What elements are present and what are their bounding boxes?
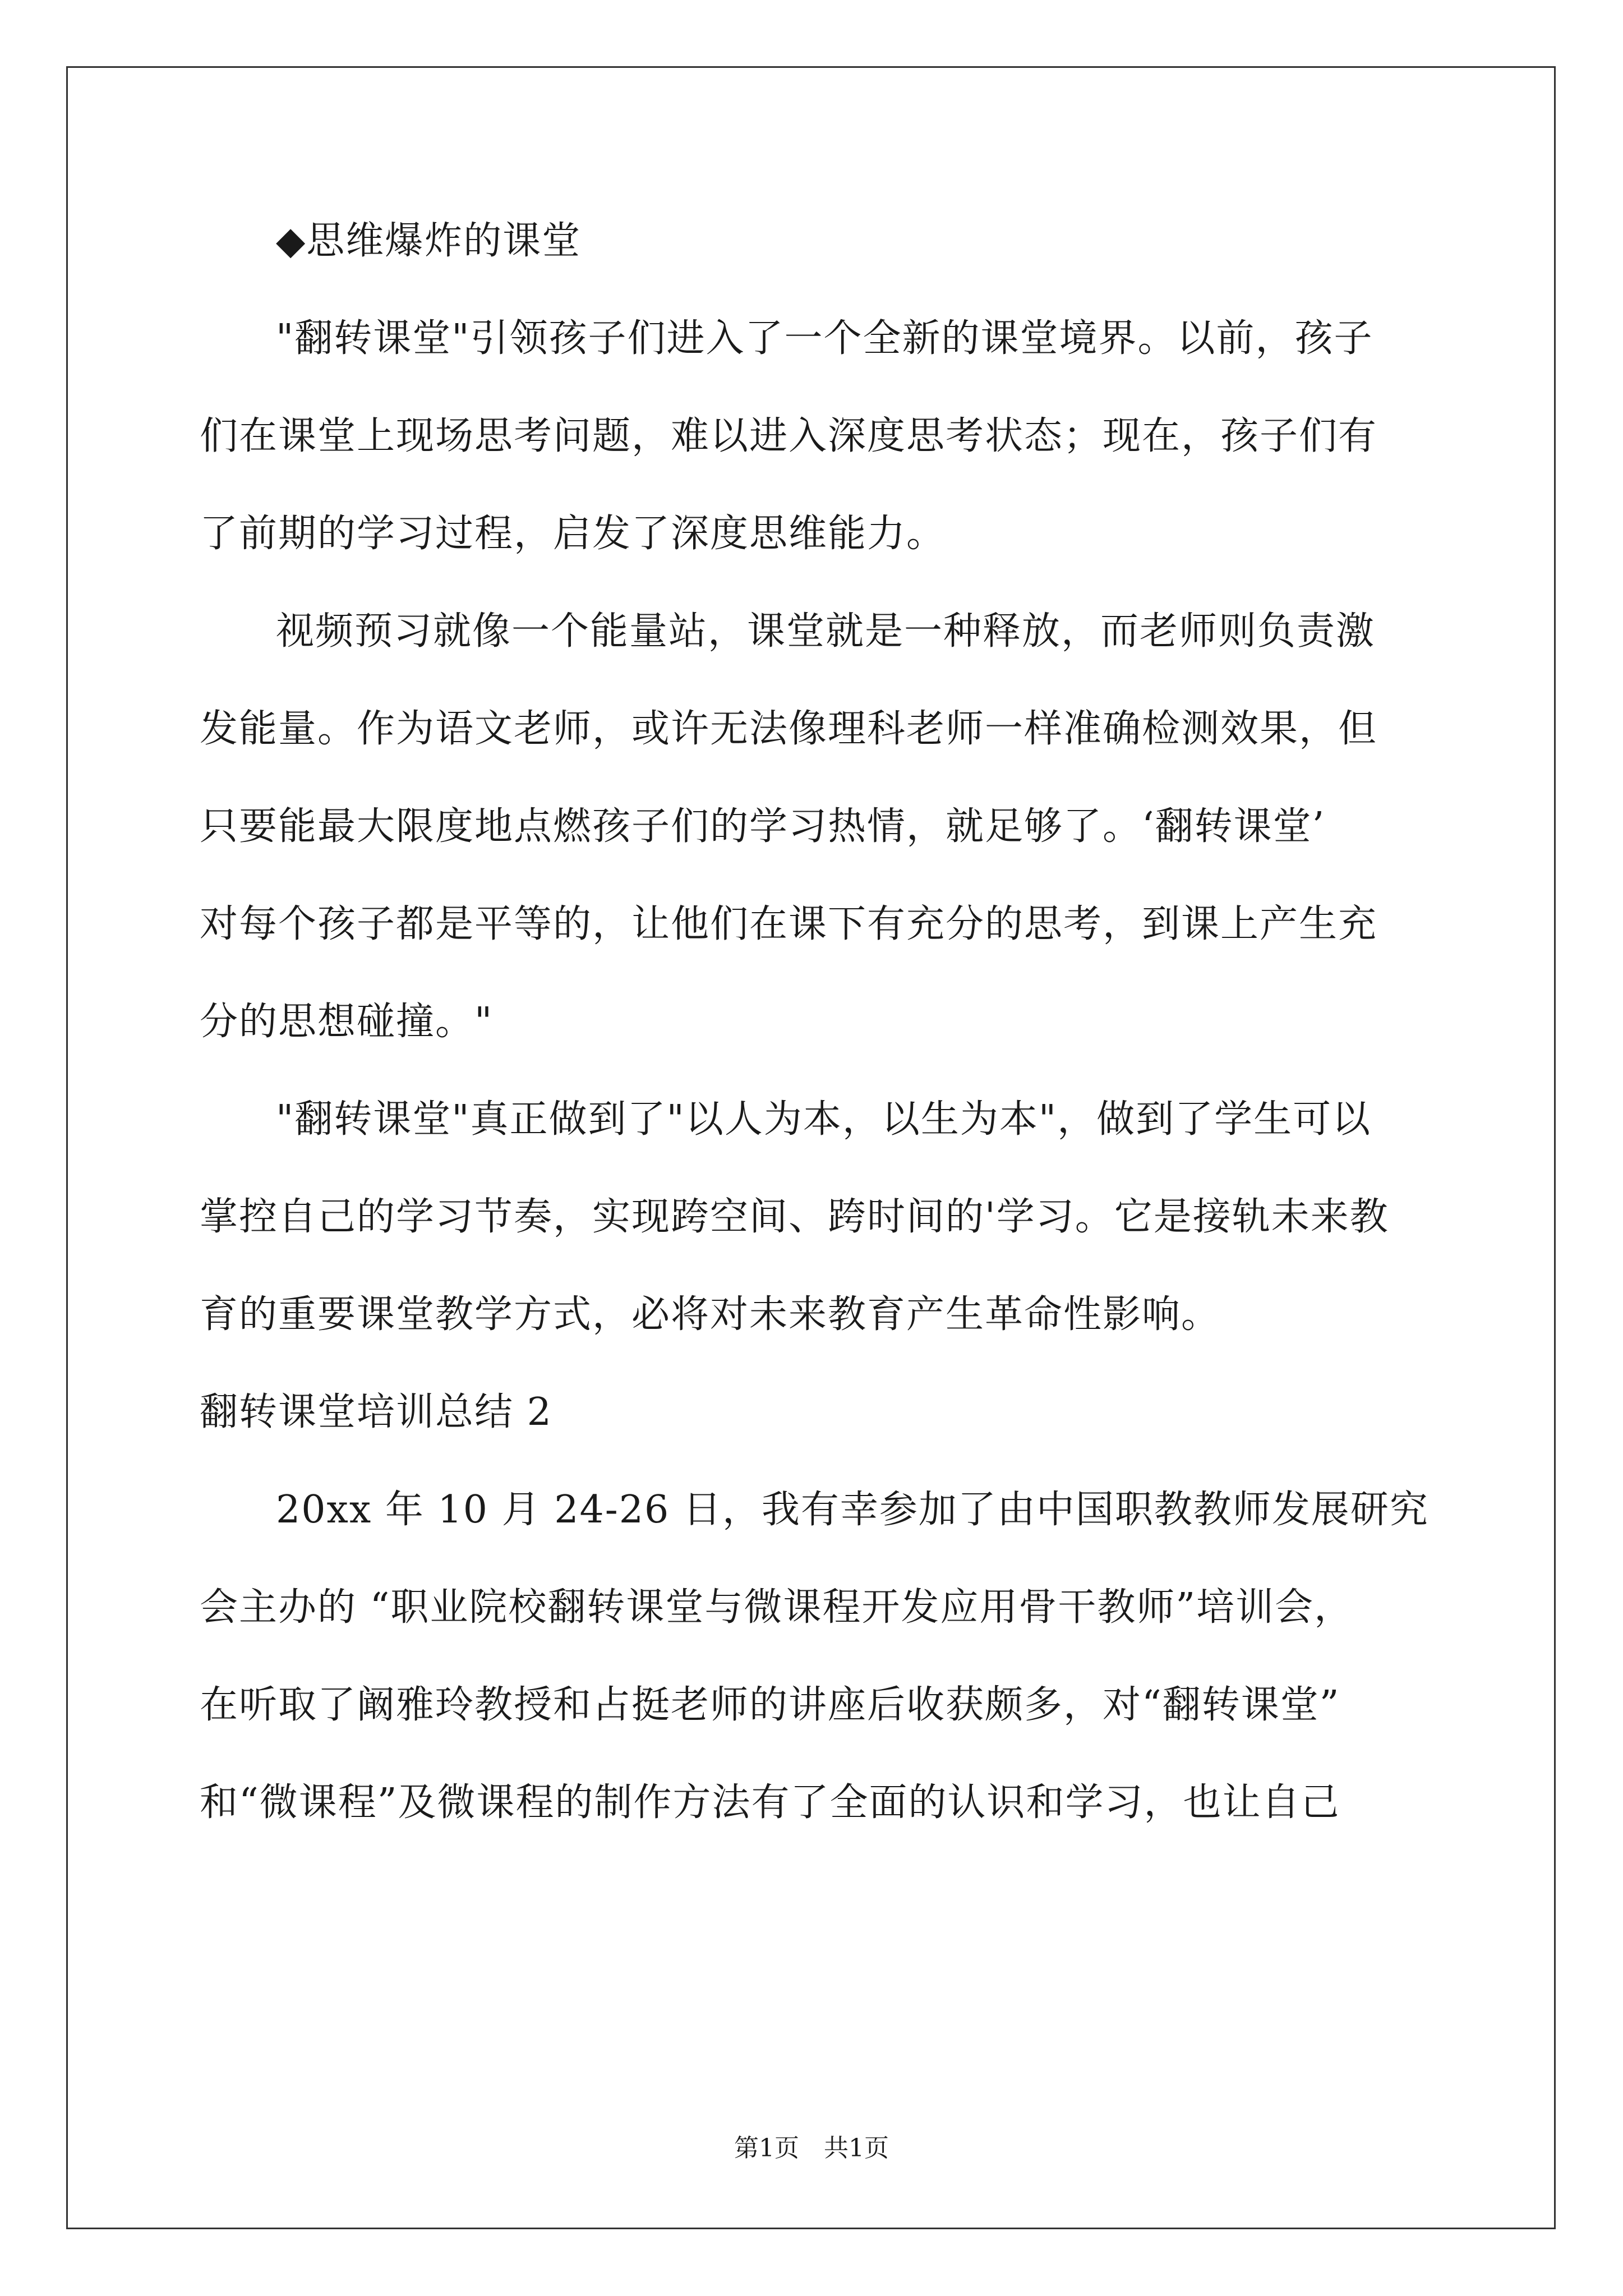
paragraph-line: "翻转课堂"引领孩子们进入了一个全新的课堂境界。以前，孩子 xyxy=(276,316,1373,361)
page-footer: 第1页 共1页 xyxy=(734,2134,889,2162)
page-border xyxy=(66,66,1556,2229)
paragraph-line: 只要能最大限度地点燃孩子们的学习热情，就足够了。‘翻转课堂’ xyxy=(200,804,1326,849)
paragraph-line: 们在课堂上现场思考问题，难以进入深度思考状态；现在，孩子们有 xyxy=(200,414,1378,458)
section-title: 翻转课堂培训总结 2 xyxy=(200,1390,552,1434)
paragraph-line: 育的重要课堂教学方式，必将对未来教育产生革命性影响。 xyxy=(200,1292,1221,1337)
section-heading: ◆思维爆炸的课堂 xyxy=(276,219,582,263)
paragraph-line: 发能量。作为语文老师，或许无法像理科老师一样准确检测效果，但 xyxy=(200,707,1378,751)
paragraph-line: 了前期的学习过程，启发了深度思维能力。 xyxy=(200,512,946,556)
paragraph-line: 掌控自己的学习节奏，实现跨空间、跨时间的'学习。它是接轨未来教 xyxy=(200,1195,1389,1239)
paragraph-line: 在听取了阚雅玲教授和占挺老师的讲座后收获颇多，对“翻转课堂” xyxy=(200,1683,1340,1727)
paragraph-line: 视频预习就像一个能量站，课堂就是一种释放，而老师则负责激 xyxy=(276,609,1376,654)
paragraph-line: 分的思想碰撞。" xyxy=(200,1000,494,1044)
paragraph-line: "翻转课堂"真正做到了"以人为本，以生为本"，做到了学生可以 xyxy=(276,1097,1372,1142)
paragraph-line: 会主办的 “职业院校翻转课堂与微课程开发应用骨干教师”培训会， xyxy=(200,1585,1354,1630)
paragraph-line: 和“微课程”及微课程的制作方法有了全面的认识和学习，也让自己 xyxy=(200,1780,1340,1825)
paragraph-line: 对每个孩子都是平等的，让他们在课下有充分的思考，到课上产生充 xyxy=(200,902,1378,946)
paragraph-line: 20xx 年 10 月 24-26 日，我有幸参加了由中国职教教师发展研究 xyxy=(276,1488,1429,1532)
